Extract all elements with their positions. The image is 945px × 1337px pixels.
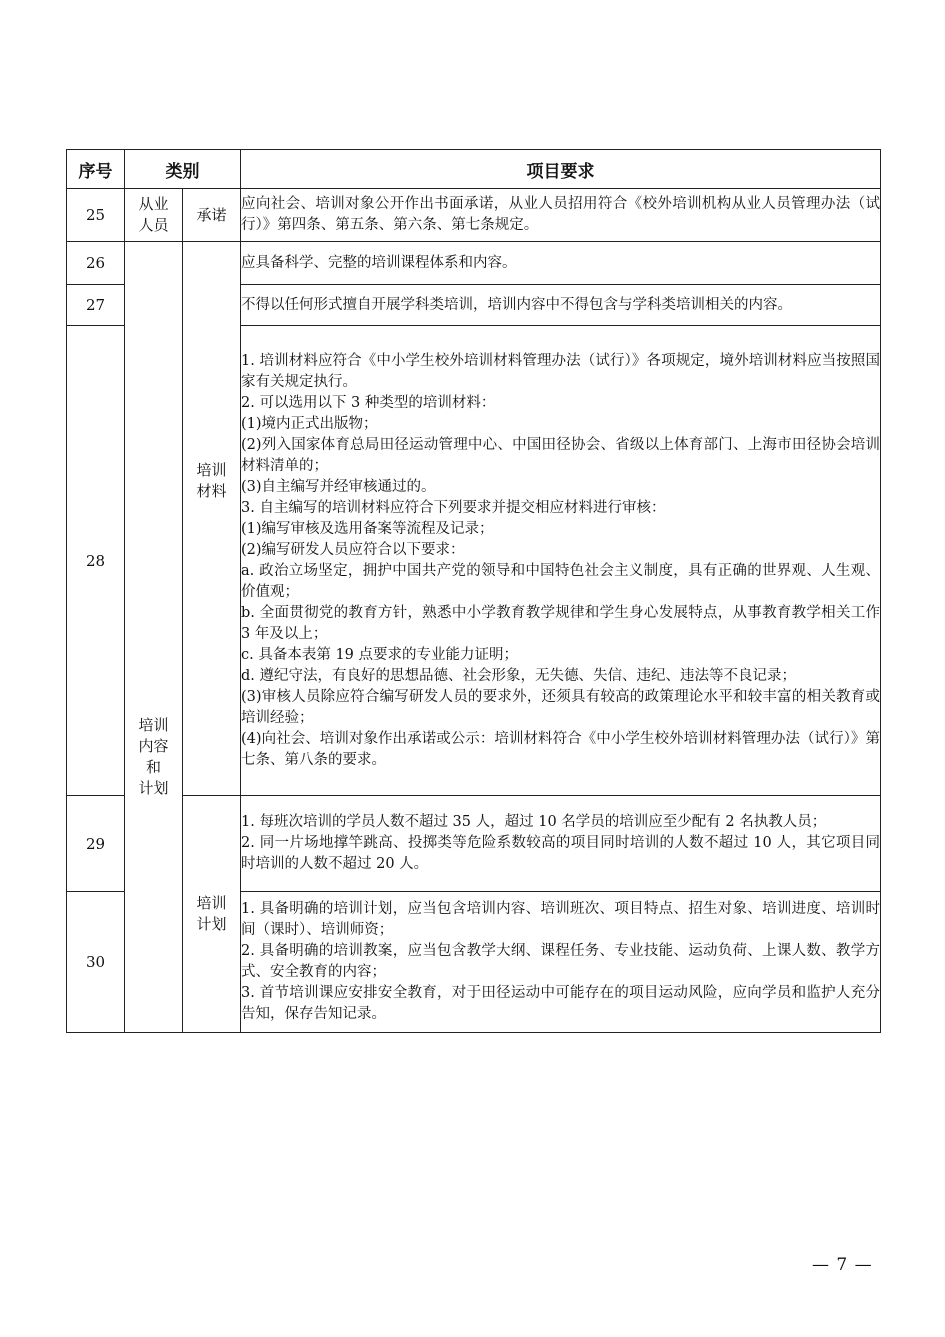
requirement-line: 3. 自主编写的培训材料应符合下列要求并提交相应材料进行审核： — [241, 499, 666, 516]
table-header-row — [67, 150, 881, 189]
row-number: 25 — [67, 189, 125, 242]
header-category: 类别 — [125, 150, 241, 189]
table-row — [67, 242, 881, 285]
header-no: 序号 — [67, 150, 125, 189]
row-number: 26 — [67, 242, 125, 285]
requirement-line: c. 具备本表第 19 点要求的专业能力证明； — [241, 646, 519, 663]
category-text: 从业 — [138, 195, 169, 213]
requirement-cell — [241, 796, 881, 892]
requirement-line: 应向社会、培训对象公开作出书面承诺，从业人员招用符合《校外培训机构从业人员管理办法（试行）》第四条、第五条、第六条、第七条规定。 — [241, 196, 880, 233]
requirement-cell — [241, 285, 881, 326]
category-text: 培训 — [138, 716, 169, 734]
requirement-line: 2. 同一片场地撑竿跳高、投掷类等危险系数较高的项目同时培训的人数不超过 10 人，其它项目同时培训的人数不超过 20 人。 — [241, 835, 880, 872]
requirement-line: 3. 首节培训课应安排安全教育，对于田径运动中可能存在的项目运动风险，应向学员和监护人充分告知，保存告知记录。 — [241, 985, 880, 1022]
category-text: 人员 — [138, 216, 169, 234]
requirement-line: 1. 具备明确的培训计划，应当包含培训内容、培训班次、项目特点、招生对象、培训进度、培训时间（课时）、培训师资； — [241, 901, 880, 938]
category-text: 内容 — [138, 737, 169, 755]
row-number: 27 — [67, 285, 125, 326]
requirement-line: (1)编写审核及选用备案等流程及记录； — [241, 520, 494, 537]
subcategory-text: 培训 — [196, 461, 227, 479]
requirement-line: d. 遵纪守法，有良好的思想品德、社会形象，无失德、失信、违纪、违法等不良记录； — [241, 667, 796, 684]
subcategory-text: 计划 — [196, 915, 227, 933]
requirement-line: b. 全面贯彻党的教育方针，熟悉中小学教育教学规律和学生身心发展特点，从事教育教学相关工作 3 年及以上； — [241, 604, 880, 642]
requirement-line: 应具备科学、完整的培训课程体系和内容。 — [241, 254, 517, 271]
row-number: 28 — [67, 326, 125, 796]
requirement-line: (1)境内正式出版物； — [241, 415, 378, 432]
requirement-line: (3)自主编写并经审核通过的。 — [241, 478, 436, 495]
category-cell — [125, 189, 183, 242]
requirements-table — [66, 149, 881, 1033]
requirement-cell — [241, 242, 881, 285]
requirement-cell — [241, 326, 881, 796]
subcategory-cell — [183, 242, 241, 796]
subcategory-cell: 承诺 — [183, 189, 241, 242]
page-number: — 7 — — [812, 1255, 873, 1275]
requirement-line: a. 政治立场坚定，拥护中国共产党的领导和中国特色社会主义制度，具有正确的世界观、人生观、价值观； — [241, 562, 880, 600]
requirement-line: (2)列入国家体育总局田径运动管理中心、中国田径协会、省级以上体育部门、上海市田径协会培训材料清单的； — [241, 436, 880, 474]
header-requirements: 项目要求 — [241, 150, 881, 189]
requirement-line: 不得以任何形式擅自开展学科类培训，培训内容中不得包含与学科类培训相关的内容。 — [241, 296, 792, 313]
category-text: 计划 — [138, 779, 169, 797]
subcategory-cell — [183, 796, 241, 1033]
requirement-line: (4)向社会、培训对象作出承诺或公示：培训材料符合《中小学生校外培训材料管理办法（试行）》第七条、第八条的要求。 — [241, 730, 880, 768]
subcategory-text: 培训 — [196, 894, 227, 912]
table-row — [67, 796, 881, 892]
requirement-line: (2)编写研发人员应符合以下要求： — [241, 541, 465, 558]
row-number: 29 — [67, 796, 125, 892]
requirement-line: 2. 具备明确的培训教案，应当包含教学大纲、课程任务、专业技能、运动负荷、上课人数、教学方式、安全教育的内容； — [241, 943, 880, 980]
requirement-line: (3)审核人员除应符合编写研发人员的要求外，还须具有较高的政策理论水平和较丰富的相关教育或培训经验； — [241, 688, 880, 726]
table-row — [67, 189, 881, 242]
requirement-line: 2. 可以选用以下 3 种类型的培训材料： — [241, 394, 496, 411]
category-text: 和 — [145, 758, 161, 776]
subcategory-text: 材料 — [196, 482, 227, 500]
requirement-cell — [241, 892, 881, 1033]
requirement-cell — [241, 189, 881, 242]
requirement-line: 1. 每班次培训的学员人数不超过 35 人，超过 10 名学员的培训应至少配有 2 名执教人员； — [241, 814, 827, 830]
requirement-line: 1. 培训材料应符合《中小学生校外培训材料管理办法（试行）》各项规定，境外培训材料应当按照国家有关规定执行。 — [241, 352, 880, 390]
category-cell — [125, 242, 183, 1033]
row-number: 30 — [67, 892, 125, 1033]
